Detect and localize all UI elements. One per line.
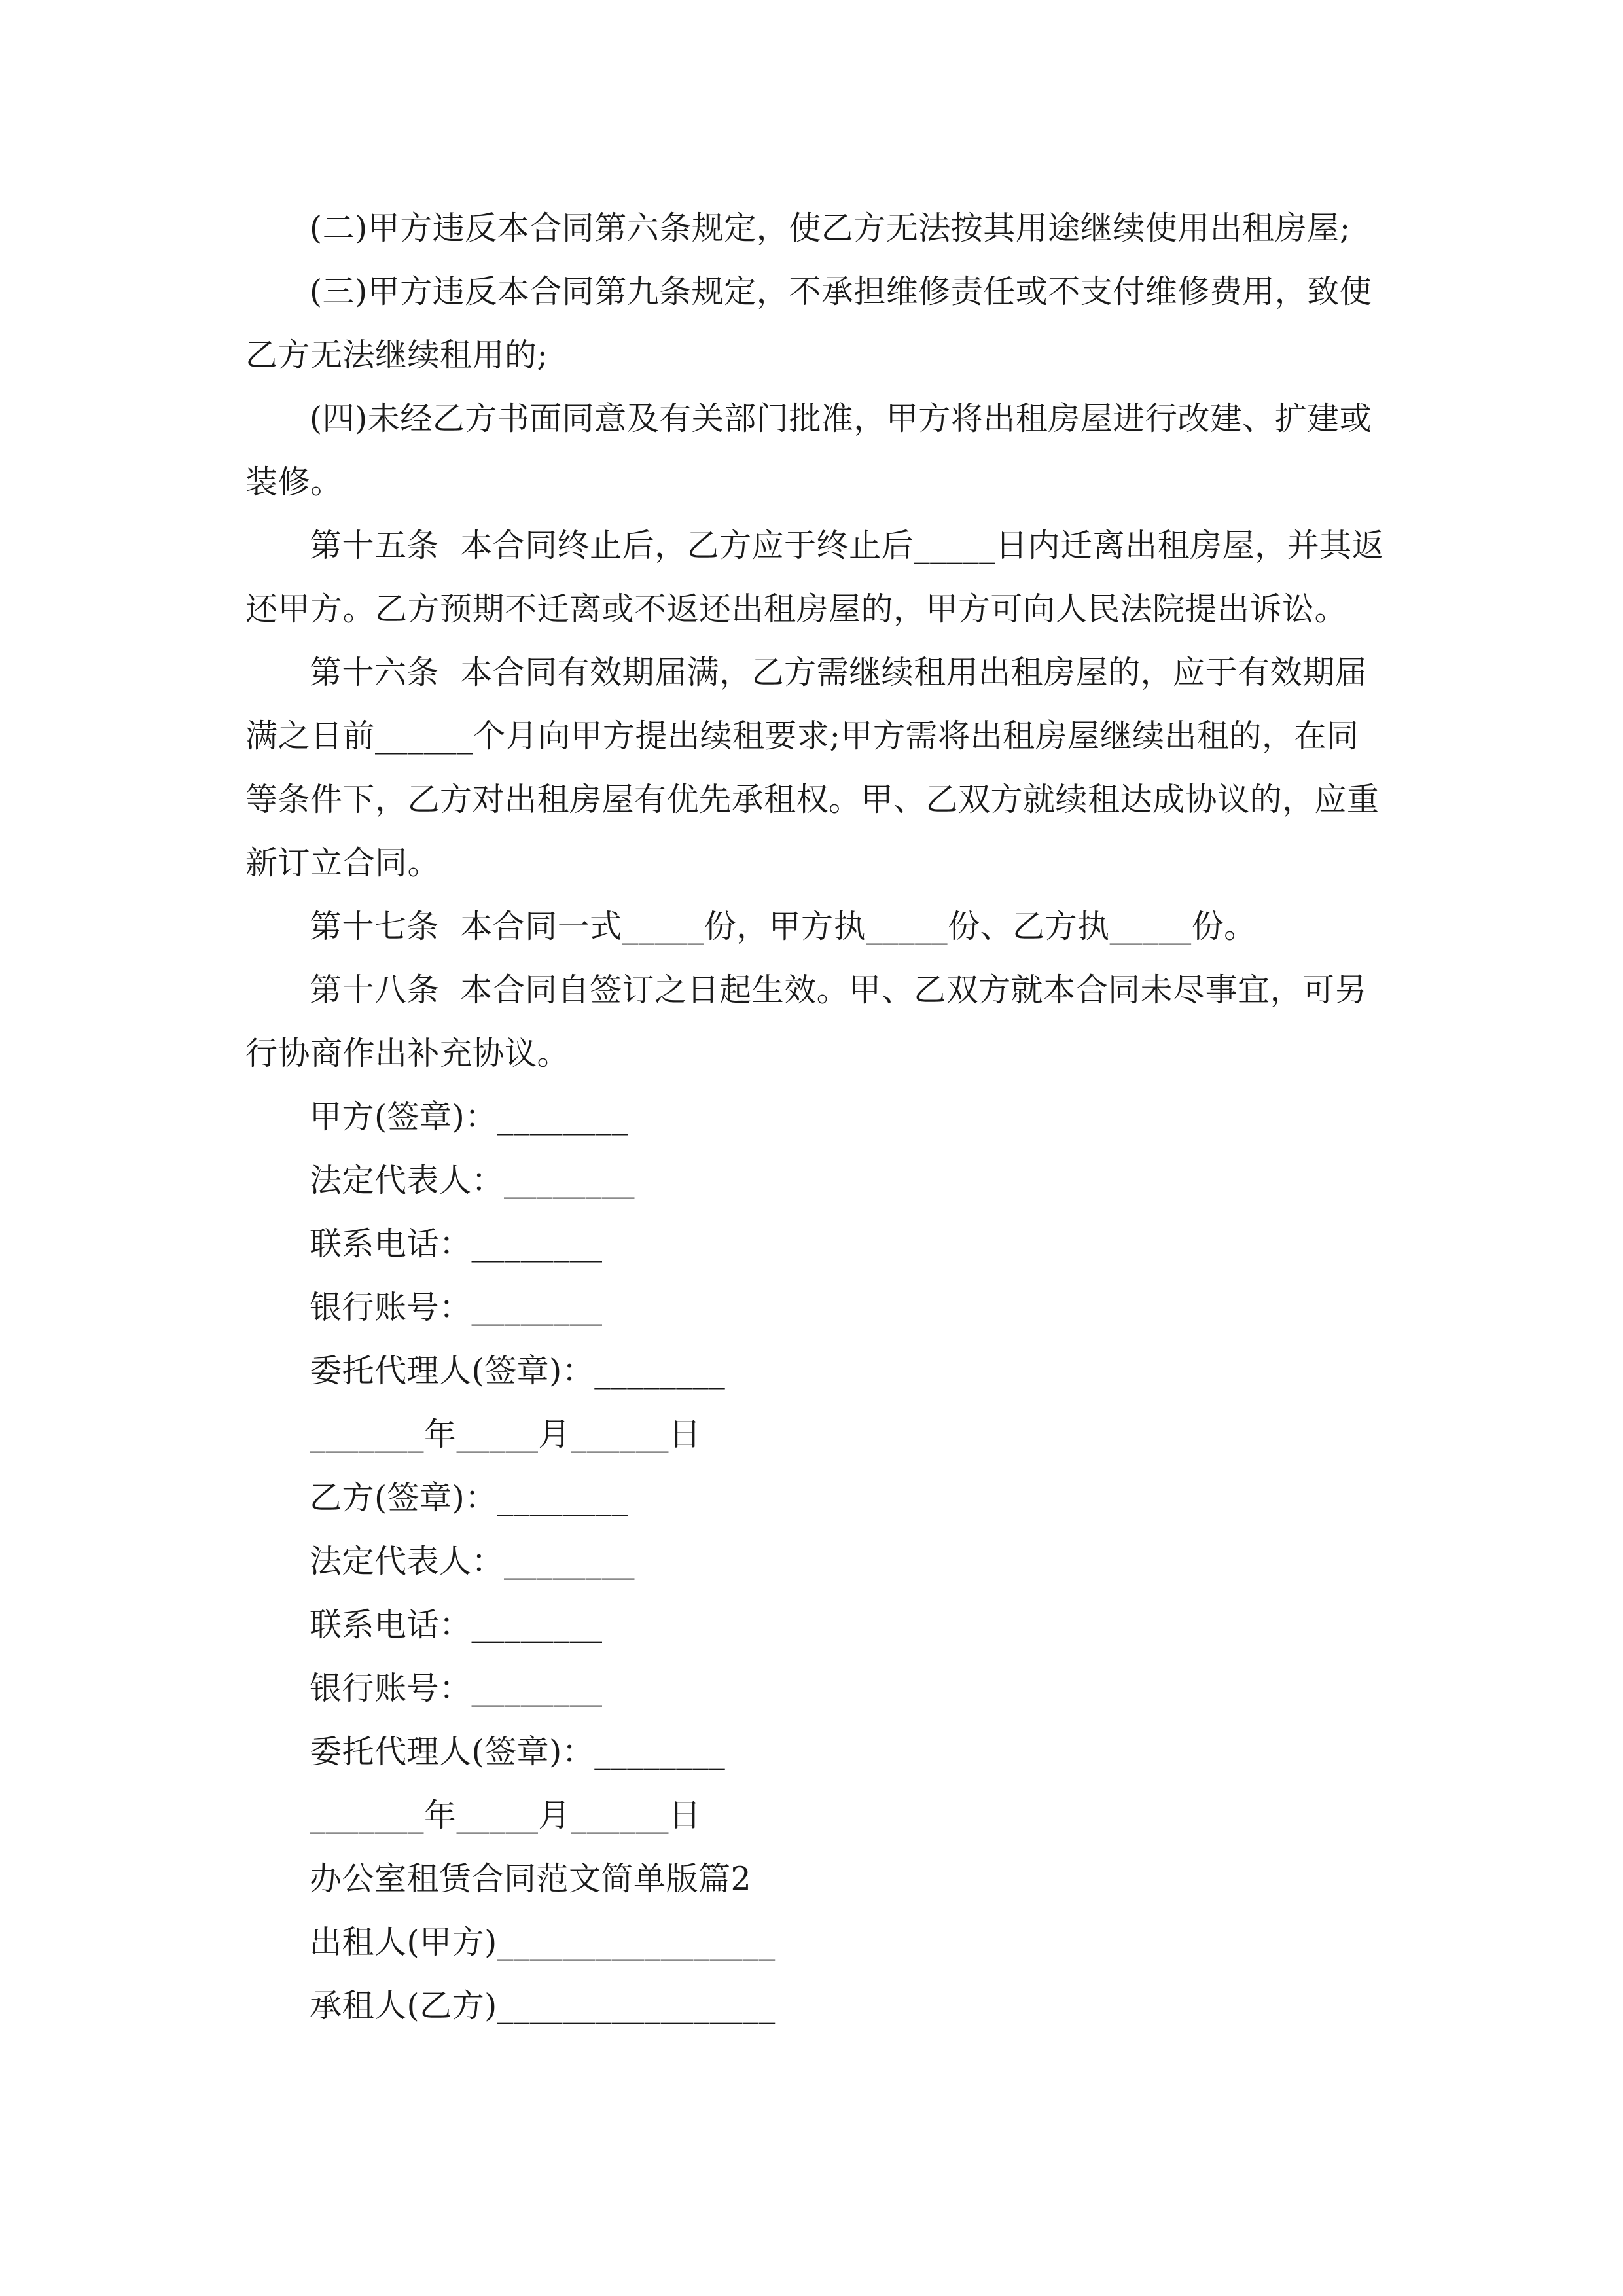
party-b-agent: 委托代理人(签章)：________ (310, 1733, 726, 1770)
article-15-line-1: 第十五条 本合同终止后，乙方应于终止后_____日内迁离出租房屋，并其返 (310, 527, 1385, 564)
party-a-agent: 委托代理人(签章)：________ (310, 1352, 726, 1390)
article-15-line-2: 还甲方。乙方预期不迁离或不返还出租房屋的，甲方可向人民法院提出诉讼。 (245, 590, 1347, 628)
party-a-signature: 甲方(签章)：________ (310, 1098, 628, 1136)
party-b-signature: 乙方(签章)：________ (310, 1479, 628, 1516)
article-18-line-1: 第十八条 本合同自签订之日起生效。甲、乙双方就本合同未尽事宜，可另 (310, 971, 1368, 1009)
party-b-phone: 联系电话：________ (310, 1606, 603, 1643)
article-17: 第十七条 本合同一式_____份，甲方执_____份、乙方执_____份。 (310, 908, 1257, 945)
clause-3-line-2: 乙方无法继续租用的; (245, 336, 548, 374)
lessor-field: 出租人(甲方)_________________ (310, 1924, 776, 1961)
lessee-field: 承租人(乙方)_________________ (310, 1987, 776, 2024)
party-a-legal-rep: 法定代表人：________ (310, 1162, 635, 1199)
party-a-date: _______年_____月______日 (310, 1416, 702, 1453)
clause-4-line-2: 装修。 (245, 463, 343, 501)
article-18-line-2: 行协商作出补充协议。 (245, 1035, 570, 1072)
article-16-line-3: 等条件下，乙方对出租房屋有优先承租权。甲、乙双方就续租达成协议的，应重 (245, 781, 1380, 818)
clause-4-line-1: (四)未经乙方书面同意及有关部门批准，甲方将出租房屋进行改建、扩建或 (310, 400, 1372, 437)
clause-3-line-1: (三)甲方违反本合同第九条规定，不承担维修责任或不支付维修费用，致使 (310, 273, 1372, 310)
party-a-phone: 联系电话：________ (310, 1225, 603, 1263)
section-heading: 办公室租赁合同范文简单版篇2 (310, 1860, 752, 1897)
document-page (245, 196, 1385, 2037)
clause-2: (二)甲方违反本合同第六条规定，使乙方无法按其用途继续使用出租房屋; (310, 209, 1351, 247)
party-b-bank-account: 银行账号：________ (310, 1670, 603, 1707)
article-16-line-2: 满之日前______个月向甲方提出续租要求;甲方需将出租房屋继续出租的，在同 (245, 717, 1359, 755)
article-16-line-4: 新订立合同。 (245, 844, 440, 882)
party-a-bank-account: 银行账号：________ (310, 1289, 603, 1326)
party-b-legal-rep: 法定代表人：________ (310, 1543, 635, 1580)
party-b-date: _______年_____月______日 (310, 1797, 702, 1834)
article-16-line-1: 第十六条 本合同有效期届满，乙方需继续租用出租房屋的，应于有效期届 (310, 654, 1368, 691)
